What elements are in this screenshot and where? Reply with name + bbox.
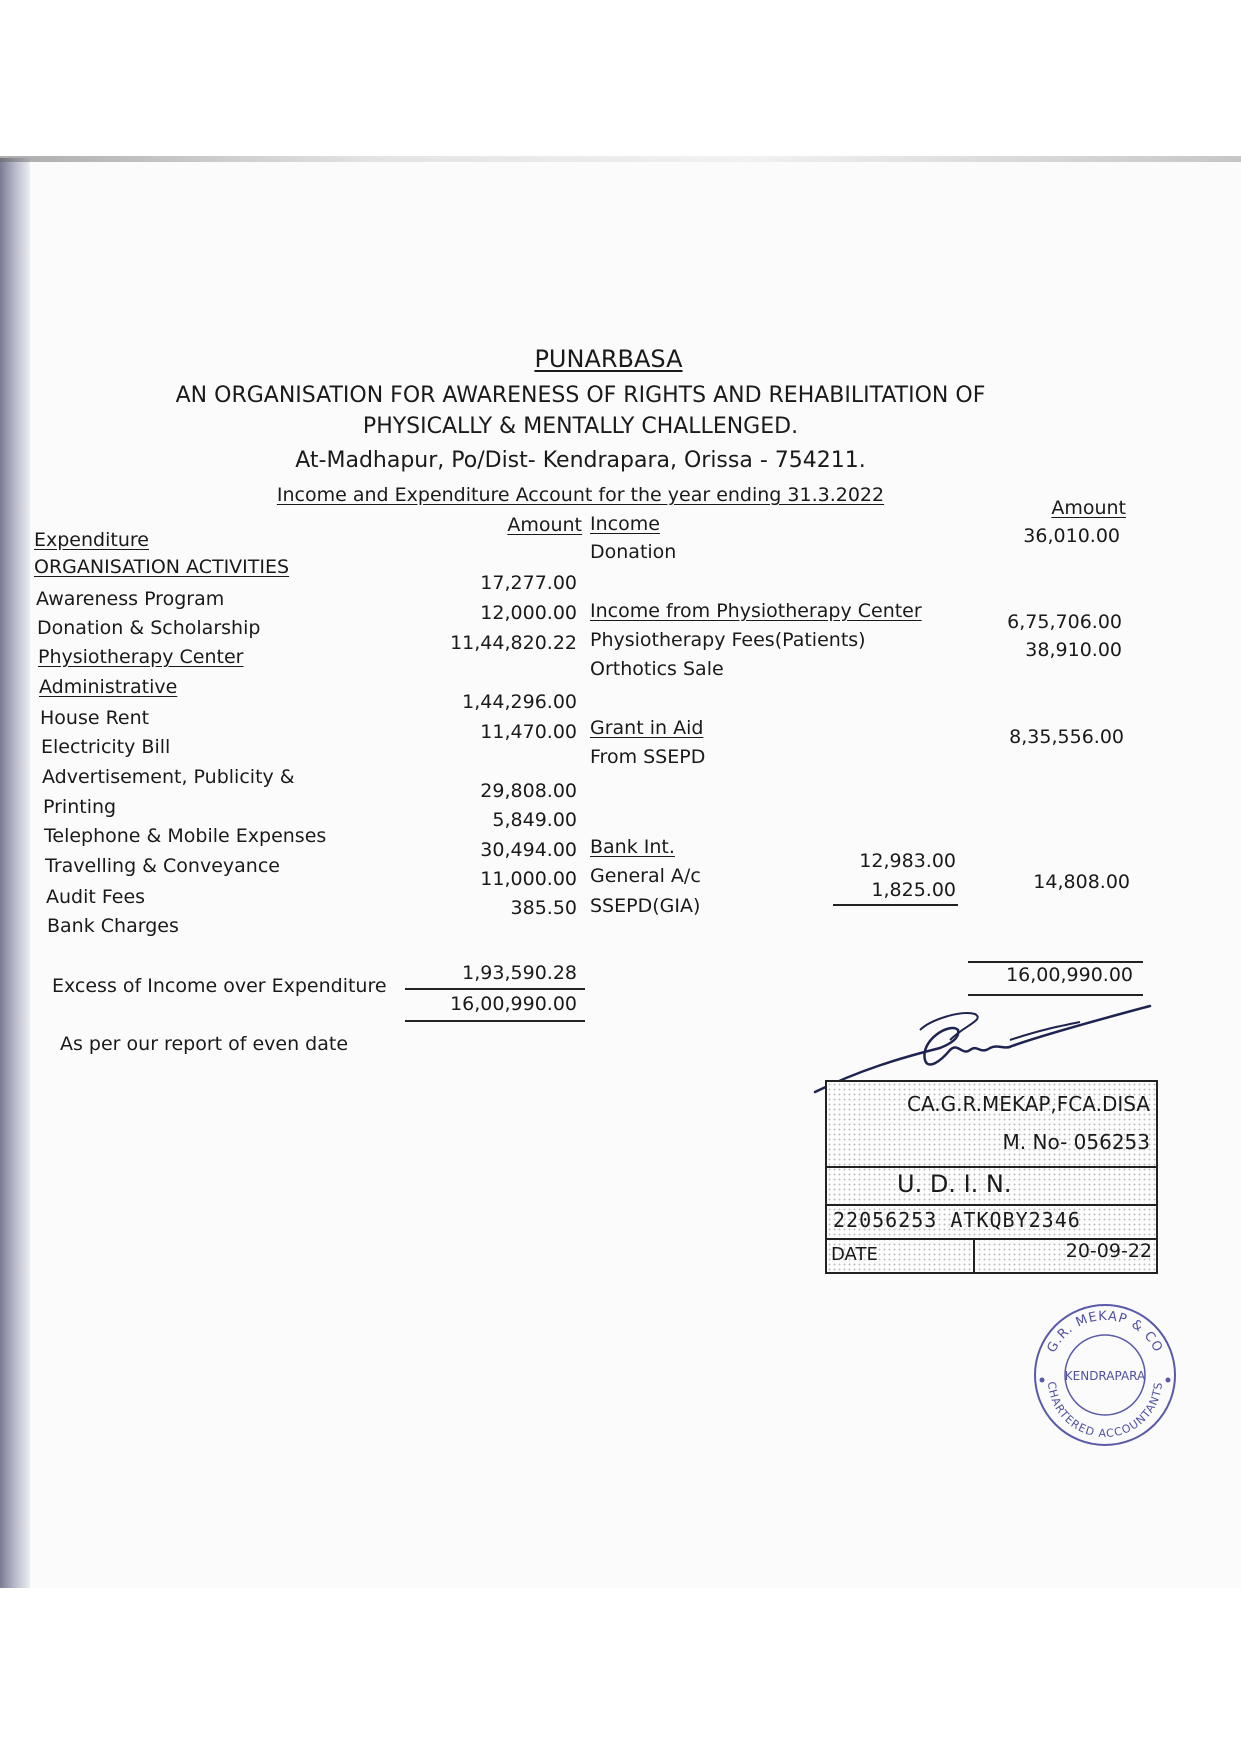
- electricity-bill-amount: 11,470.00: [480, 721, 577, 743]
- advertisement-label-line2: Printing: [43, 796, 117, 818]
- physiotherapy-center-label: Physiotherapy Center: [38, 646, 244, 668]
- bank-charges-label: Bank Charges: [47, 915, 179, 937]
- advertisement-label-line1: Advertisement, Publicity &: [42, 766, 295, 788]
- org-description-line2: PHYSICALLY & MENTALLY CHALLENGED.: [362, 414, 799, 439]
- donation-scholarship-label: Donation & Scholarship: [37, 617, 261, 639]
- expenditure-total-rule-bottom: [405, 1020, 585, 1022]
- udin-label: U. D. I. N.: [897, 1170, 1012, 1198]
- amount-heading-right: Amount: [1051, 497, 1126, 519]
- donation-scholarship-amount: 12,000.00: [480, 602, 577, 624]
- stamp-divider-2: [827, 1204, 1156, 1206]
- income-total: 16,00,990.00: [1006, 964, 1133, 986]
- auditor-name: CA.G.R.MEKAP,FCA.DISA: [906, 1092, 1150, 1116]
- physiotherapy-fees-amount: 6,75,706.00: [1007, 611, 1122, 633]
- date-label: DATE: [831, 1244, 878, 1265]
- bank-interest-total: 14,808.00: [1033, 871, 1130, 893]
- seal-top-text: G.R. MEKAP & CO: [1044, 1308, 1166, 1356]
- physiotherapy-center-amount: 11,44,820.22: [450, 632, 577, 654]
- seal-center-text: KENDRAPARA: [1064, 1369, 1146, 1383]
- audit-fees-amount: 11,000.00: [480, 868, 577, 890]
- background: [0, 0, 1241, 158]
- membership-number: M. No- 056253: [1002, 1130, 1150, 1154]
- expenditure-total-rule-top: [405, 988, 585, 990]
- house-rent-amount: 1,44,296.00: [462, 691, 577, 713]
- amount-heading-left: Amount: [507, 514, 582, 536]
- org-name: PUNARBASA: [534, 345, 683, 373]
- excess-income-label: Excess of Income over Expenditure: [52, 975, 387, 997]
- orthotics-sale-amount: 38,910.00: [1025, 639, 1122, 661]
- awareness-program-amount: 17,277.00: [480, 572, 577, 594]
- org-address: At-Madhapur, Po/Dist- Kendrapara, Orissa - 754211.: [295, 448, 866, 473]
- house-rent-label: House Rent: [40, 707, 150, 729]
- physiotherapy-fees-label: Physiotherapy Fees(Patients): [590, 629, 866, 651]
- page-top-edge: [0, 156, 1241, 162]
- account-title: Income and Expenditure Account for the year ending 31.3.2022: [276, 484, 885, 506]
- awareness-program-label: Awareness Program: [36, 588, 225, 610]
- income-donation-label: Donation: [590, 541, 677, 563]
- general-account-amount: 12,983.00: [859, 850, 956, 872]
- travelling-amount: 30,494.00: [480, 839, 577, 861]
- audit-fees-label: Audit Fees: [46, 886, 146, 908]
- general-account-label: General A/c: [590, 865, 701, 887]
- expenditure-heading: Expenditure: [34, 529, 149, 551]
- grant-in-aid-heading: Grant in Aid: [590, 717, 704, 739]
- travelling-label: Travelling & Conveyance: [45, 855, 280, 877]
- firm-seal: [1030, 1300, 1180, 1450]
- ssepd-gia-amount: 1,825.00: [871, 879, 956, 901]
- udin-number: 22056253 ATKQBY2346: [833, 1208, 1081, 1232]
- bank-interest-heading: Bank Int.: [590, 836, 675, 858]
- stamp-date-divider: [973, 1238, 975, 1272]
- advertisement-amount: 29,808.00: [480, 780, 577, 802]
- telephone-label: Telephone & Mobile Expenses: [44, 825, 327, 847]
- income-total-rule-bottom: [968, 994, 1143, 996]
- expenditure-total: 16,00,990.00: [450, 993, 577, 1015]
- physiotherapy-income-heading: Income from Physiotherapy Center: [590, 600, 922, 622]
- stamp-divider-1: [827, 1166, 1156, 1168]
- from-ssepd-amount: 8,35,556.00: [1009, 726, 1124, 748]
- income-heading: Income: [590, 513, 660, 535]
- from-ssepd-label: From SSEPD: [590, 746, 706, 768]
- stamp-date: 20-09-22: [1065, 1240, 1152, 1262]
- income-donation-amount: 36,010.00: [1023, 525, 1120, 547]
- report-note: As per our report of even date: [60, 1033, 349, 1055]
- telephone-amount: 5,849.00: [492, 809, 577, 831]
- ssepd-gia-label: SSEPD(GIA): [590, 895, 701, 917]
- seal-bottom-text: CHARTERED ACCOUNTANTS: [1044, 1380, 1166, 1441]
- orthotics-sale-label: Orthotics Sale: [590, 658, 724, 680]
- electricity-bill-label: Electricity Bill: [41, 736, 171, 758]
- bank-interest-rule: [833, 904, 958, 906]
- bank-charges-amount: 385.50: [510, 897, 577, 919]
- section-administrative: Administrative: [39, 676, 178, 698]
- org-description-line1: AN ORGANISATION FOR AWARENESS OF RIGHTS AND REHABILITATION OF: [175, 383, 986, 408]
- excess-income-amount: 1,93,590.28: [462, 962, 577, 984]
- section-organisation-activities: ORGANISATION ACTIVITIES: [34, 556, 290, 578]
- auditor-stamp: [825, 1080, 1158, 1274]
